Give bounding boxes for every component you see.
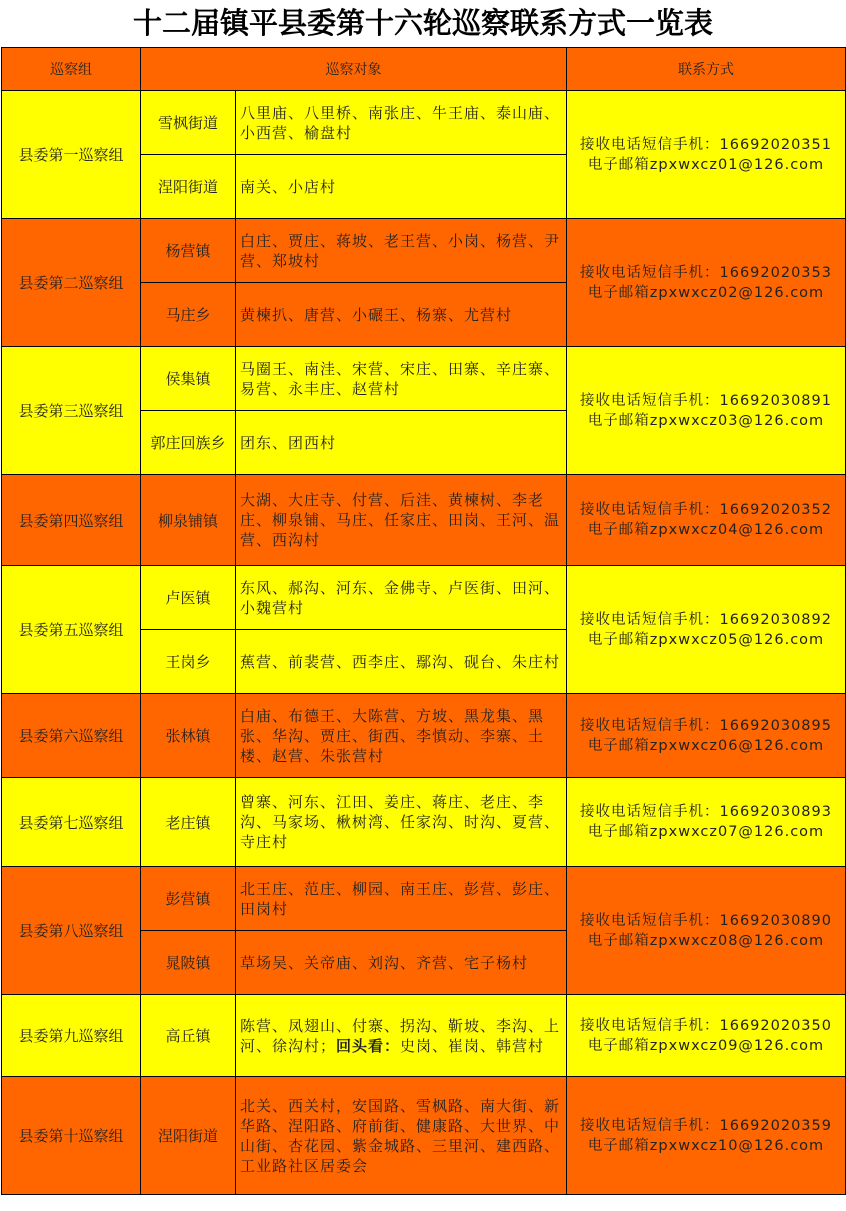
contact-email: 电子邮箱zpxwxcz02@126.com (587, 284, 825, 301)
contact-email: 电子邮箱zpxwxcz04@126.com (587, 522, 825, 538)
targets-text: 白庙、布德王、大陈营、方坡、黑龙集、黑张、华沟、贾庄、街西、李慎动、李寨、土楼、赵营、朱张营村 (240, 706, 545, 765)
table-row (2, 1077, 846, 1195)
targets-text: 草场吴、关帝庙、刘沟、齐营、宅子杨村 (240, 953, 529, 972)
table-row (2, 566, 846, 630)
contact-email: 电子邮箱zpxwxcz05@126.com (587, 631, 825, 648)
town-name: 马庄乡 (141, 283, 236, 347)
header-group: 巡察组 (2, 48, 141, 91)
contact-phone: 接收电话短信手机：16692030892 (580, 611, 832, 628)
table-row (2, 778, 846, 867)
targets-text: 大湖、大庄寺、付营、后洼、黄楝树、李老庄、柳泉铺、马庄、任家庄、田岗、王河、温营、西沟村 (240, 491, 561, 549)
table-header-row (2, 48, 846, 91)
town-name: 王岗乡 (141, 630, 236, 694)
contact-email: 电子邮箱zpxwxcz09@126.com (587, 1037, 825, 1054)
header-target: 巡察对象 (141, 48, 567, 91)
town-name: 高丘镇 (141, 995, 236, 1077)
contact-info (567, 566, 846, 694)
contact-phone: 接收电话短信手机：16692030890 (580, 912, 832, 929)
targets-text: 北王庄、范庄、柳园、南王庄、彭营、彭庄、田岗村 (240, 879, 561, 918)
contact-info (567, 867, 846, 995)
town-name: 涅阳街道 (141, 155, 236, 219)
contact-info (567, 995, 846, 1077)
patrol-group-name: 县委第四巡察组 (2, 475, 141, 566)
patrol-contact-table (1, 47, 846, 1195)
contact-phone: 接收电话短信手机：16692020352 (580, 502, 832, 518)
town-name: 晁陂镇 (141, 931, 236, 995)
contact-info (567, 91, 846, 219)
table-row (2, 91, 846, 155)
patrol-group-name: 县委第七巡察组 (2, 778, 141, 867)
contact-info (567, 219, 846, 347)
table-row (2, 475, 846, 566)
table-row (2, 347, 846, 411)
header-contact: 联系方式 (567, 48, 846, 91)
contact-email: 电子邮箱zpxwxcz07@126.com (587, 824, 825, 840)
contact-phone: 接收电话短信手机：16692020351 (580, 136, 832, 153)
town-name: 侯集镇 (141, 347, 236, 411)
table-row (2, 995, 846, 1077)
contact-info (567, 778, 846, 867)
patrol-targets (236, 630, 567, 694)
targets-text: 白庄、贾庄、蒋坡、老王营、小岗、杨营、尹营、郑坡村 (240, 231, 561, 270)
contact-info (567, 347, 846, 475)
patrol-targets (236, 995, 567, 1077)
contact-phone: 接收电话短信手机：16692030893 (580, 804, 832, 820)
table-row (2, 219, 846, 283)
patrol-targets (236, 347, 567, 411)
contact-email: 电子邮箱zpxwxcz06@126.com (587, 737, 825, 754)
town-name: 张林镇 (141, 694, 236, 778)
patrol-targets (236, 411, 567, 475)
contact-phone: 接收电话短信手机：16692030891 (580, 392, 832, 409)
patrol-group-name: 县委第三巡察组 (2, 347, 141, 475)
patrol-targets (236, 155, 567, 219)
patrol-targets (236, 867, 567, 931)
contact-email: 电子邮箱zpxwxcz08@126.com (587, 932, 825, 949)
patrol-targets (236, 91, 567, 155)
patrol-targets (236, 1077, 567, 1195)
targets-text: 团东、团西村 (240, 433, 337, 452)
patrol-group-name: 县委第十巡察组 (2, 1077, 141, 1195)
patrol-group-name: 县委第九巡察组 (2, 995, 141, 1077)
contact-info (567, 475, 846, 566)
contact-phone: 接收电话短信手机：16692030895 (580, 717, 832, 734)
targets-text: 东风、郝沟、河东、金佛寺、卢医街、田河、小魏营村 (240, 578, 561, 617)
town-name: 杨营镇 (141, 219, 236, 283)
town-name: 老庄镇 (141, 778, 236, 867)
targets-text: 陈营、凤翅山、付寨、拐沟、靳坡、李沟、上河、徐沟村； (240, 1016, 561, 1055)
targets-text: 曾寨、河东、江田、姜庄、蒋庄、老庄、李沟、马家场、楸树湾、任家沟、时沟、夏营、寺庄村 (240, 793, 561, 851)
targets-text: 北关、西关村，安国路、雪枫路、南大街、新华路、涅阳路、府前街、健康路、大世界、中山街、杏花园、紫金城路、三里河、建西路、工业路社区居委会 (240, 1096, 561, 1175)
town-name: 彭营镇 (141, 867, 236, 931)
town-name: 柳泉铺镇 (141, 475, 236, 566)
targets-text: 蕉营、前裴营、西李庄、鄢沟、砚台、朱庄村 (240, 652, 561, 671)
contact-email: 电子邮箱zpxwxcz03@126.com (587, 412, 825, 429)
town-name: 郭庄回族乡 (141, 411, 236, 475)
patrol-targets (236, 566, 567, 630)
targets-text: 黄楝扒、唐营、小碾王、杨寨、尤营村 (240, 305, 513, 324)
town-name: 卢医镇 (141, 566, 236, 630)
table-row (2, 867, 846, 931)
patrol-group-name: 县委第一巡察组 (2, 91, 141, 219)
page-title: 十二届镇平县委第十六轮巡察联系方式一览表 (0, 0, 846, 47)
town-name: 雪枫街道 (141, 91, 236, 155)
patrol-group-name: 县委第五巡察组 (2, 566, 141, 694)
patrol-targets (236, 694, 567, 778)
contact-info (567, 694, 846, 778)
contact-phone: 接收电话短信手机：16692020350 (580, 1017, 832, 1034)
review-label: 回头看： (336, 1036, 401, 1055)
table-row (2, 694, 846, 778)
contact-email: 电子邮箱zpxwxcz10@126.com (587, 1137, 825, 1154)
patrol-targets (236, 219, 567, 283)
review-targets-text: 史岗、崔岗、韩营村 (400, 1036, 545, 1055)
contact-info (567, 1077, 846, 1195)
patrol-targets (236, 475, 567, 566)
targets-text: 八里庙、八里桥、南张庄、牛王庙、泰山庙、小西营、榆盘村 (240, 103, 561, 142)
patrol-targets (236, 931, 567, 995)
town-name: 涅阳街道 (141, 1077, 236, 1195)
targets-text: 南关、小店村 (240, 177, 337, 196)
patrol-targets (236, 283, 567, 347)
patrol-group-name: 县委第六巡察组 (2, 694, 141, 778)
patrol-group-name: 县委第八巡察组 (2, 867, 141, 995)
targets-text: 马圈王、南洼、宋营、宋庄、田寨、辛庄寨、易营、永丰庄、赵营村 (240, 359, 561, 398)
contact-email: 电子邮箱zpxwxcz01@126.com (587, 156, 825, 173)
table-body (2, 91, 846, 1195)
contact-phone: 接收电话短信手机：16692020359 (580, 1117, 832, 1134)
contact-phone: 接收电话短信手机：16692020353 (580, 264, 832, 281)
patrol-group-name: 县委第二巡察组 (2, 219, 141, 347)
patrol-targets (236, 778, 567, 867)
